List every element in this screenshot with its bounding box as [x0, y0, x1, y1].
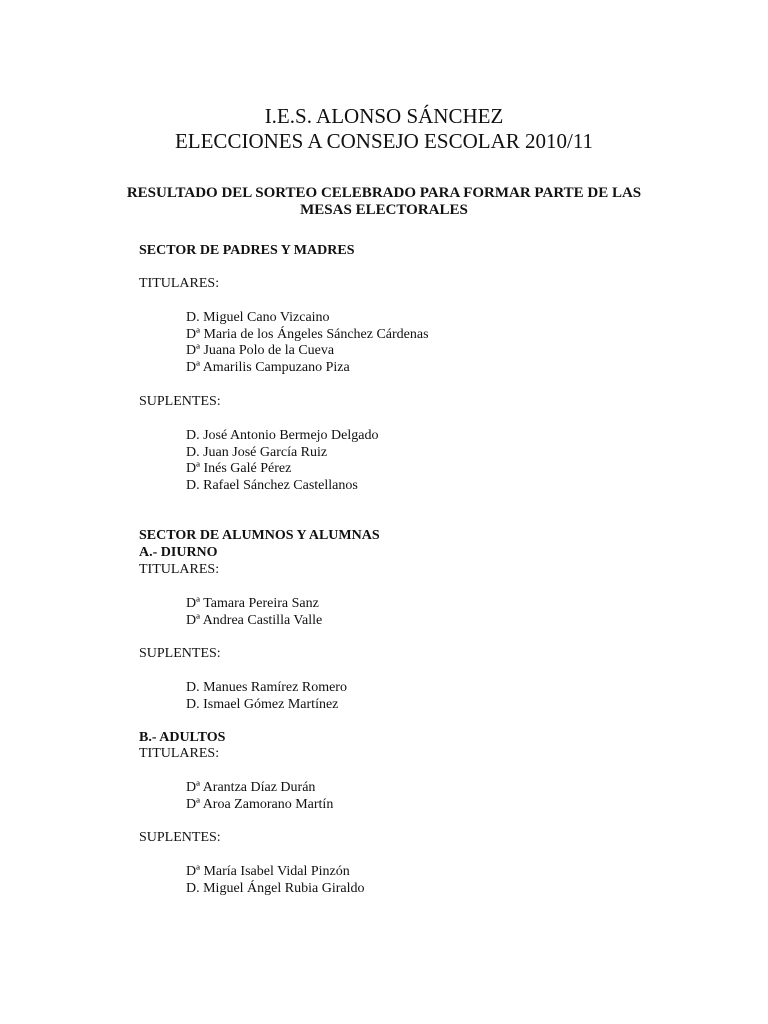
titulares-label: TITULARES: [139, 746, 220, 761]
list-item: D. Miguel Cano Vizcaino [186, 310, 330, 325]
list-item: D. Ismael Gómez Martínez [186, 696, 339, 712]
name-list [186, 310, 429, 377]
list-item: Dª Andrea Castilla Valle [186, 612, 323, 628]
list-item: D. Manues Ramírez Romero [186, 680, 347, 695]
titulares-label: TITULARES: [139, 276, 220, 291]
school-name: I.E.S. ALONSO SÁNCHEZ [264, 104, 504, 128]
list-item: Dª Juana Polo de la Cueva [186, 343, 335, 359]
suplentes-label: SUPLENTES: [139, 646, 221, 661]
list-item: Dª Aroa Zamorano Martín [186, 796, 334, 812]
list-item: D. Rafael Sánchez Castellanos [186, 478, 358, 494]
name-list [186, 680, 347, 713]
list-item: Dª Amarilis Campuzano Piza [186, 360, 350, 376]
subsection-heading-diurno: A.- DIURNO [139, 545, 218, 560]
subtitle-line-2: MESAS ELECTORALES [300, 202, 468, 218]
list-item: D. Juan José García Ruiz [186, 444, 328, 460]
subsection-heading-adultos: B.- ADULTOS [139, 730, 226, 745]
name-list [186, 428, 378, 495]
list-item: Dª Inés Galé Pérez [186, 461, 292, 477]
subtitle-line-1: RESULTADO DEL SORTEO CELEBRADO PARA FORMAR PARTE DE LAS [126, 185, 642, 201]
section-heading-alumnos: SECTOR DE ALUMNOS Y ALUMNAS [139, 528, 380, 543]
list-item: Dª Arantza Díaz Durán [186, 780, 316, 795]
election-title: ELECCIONES A CONSEJO ESCOLAR 2010/11 [174, 129, 594, 153]
name-list [186, 864, 364, 897]
titulares-label: TITULARES: [139, 562, 220, 577]
suplentes-label: SUPLENTES: [139, 830, 221, 845]
name-list [186, 780, 333, 813]
list-item: D. Miguel Ángel Rubia Giraldo [186, 880, 365, 896]
list-item: D. José Antonio Bermejo Delgado [186, 428, 379, 443]
list-item: Dª Tamara Pereira Sanz [186, 596, 319, 611]
list-item: Dª Maria de los Ángeles Sánchez Cárdenas [186, 326, 429, 342]
section-heading-padres: SECTOR DE PADRES Y MADRES [139, 243, 355, 258]
list-item: Dª María Isabel Vidal Pinzón [186, 864, 350, 879]
name-list [186, 596, 322, 629]
suplentes-label: SUPLENTES: [139, 394, 221, 409]
